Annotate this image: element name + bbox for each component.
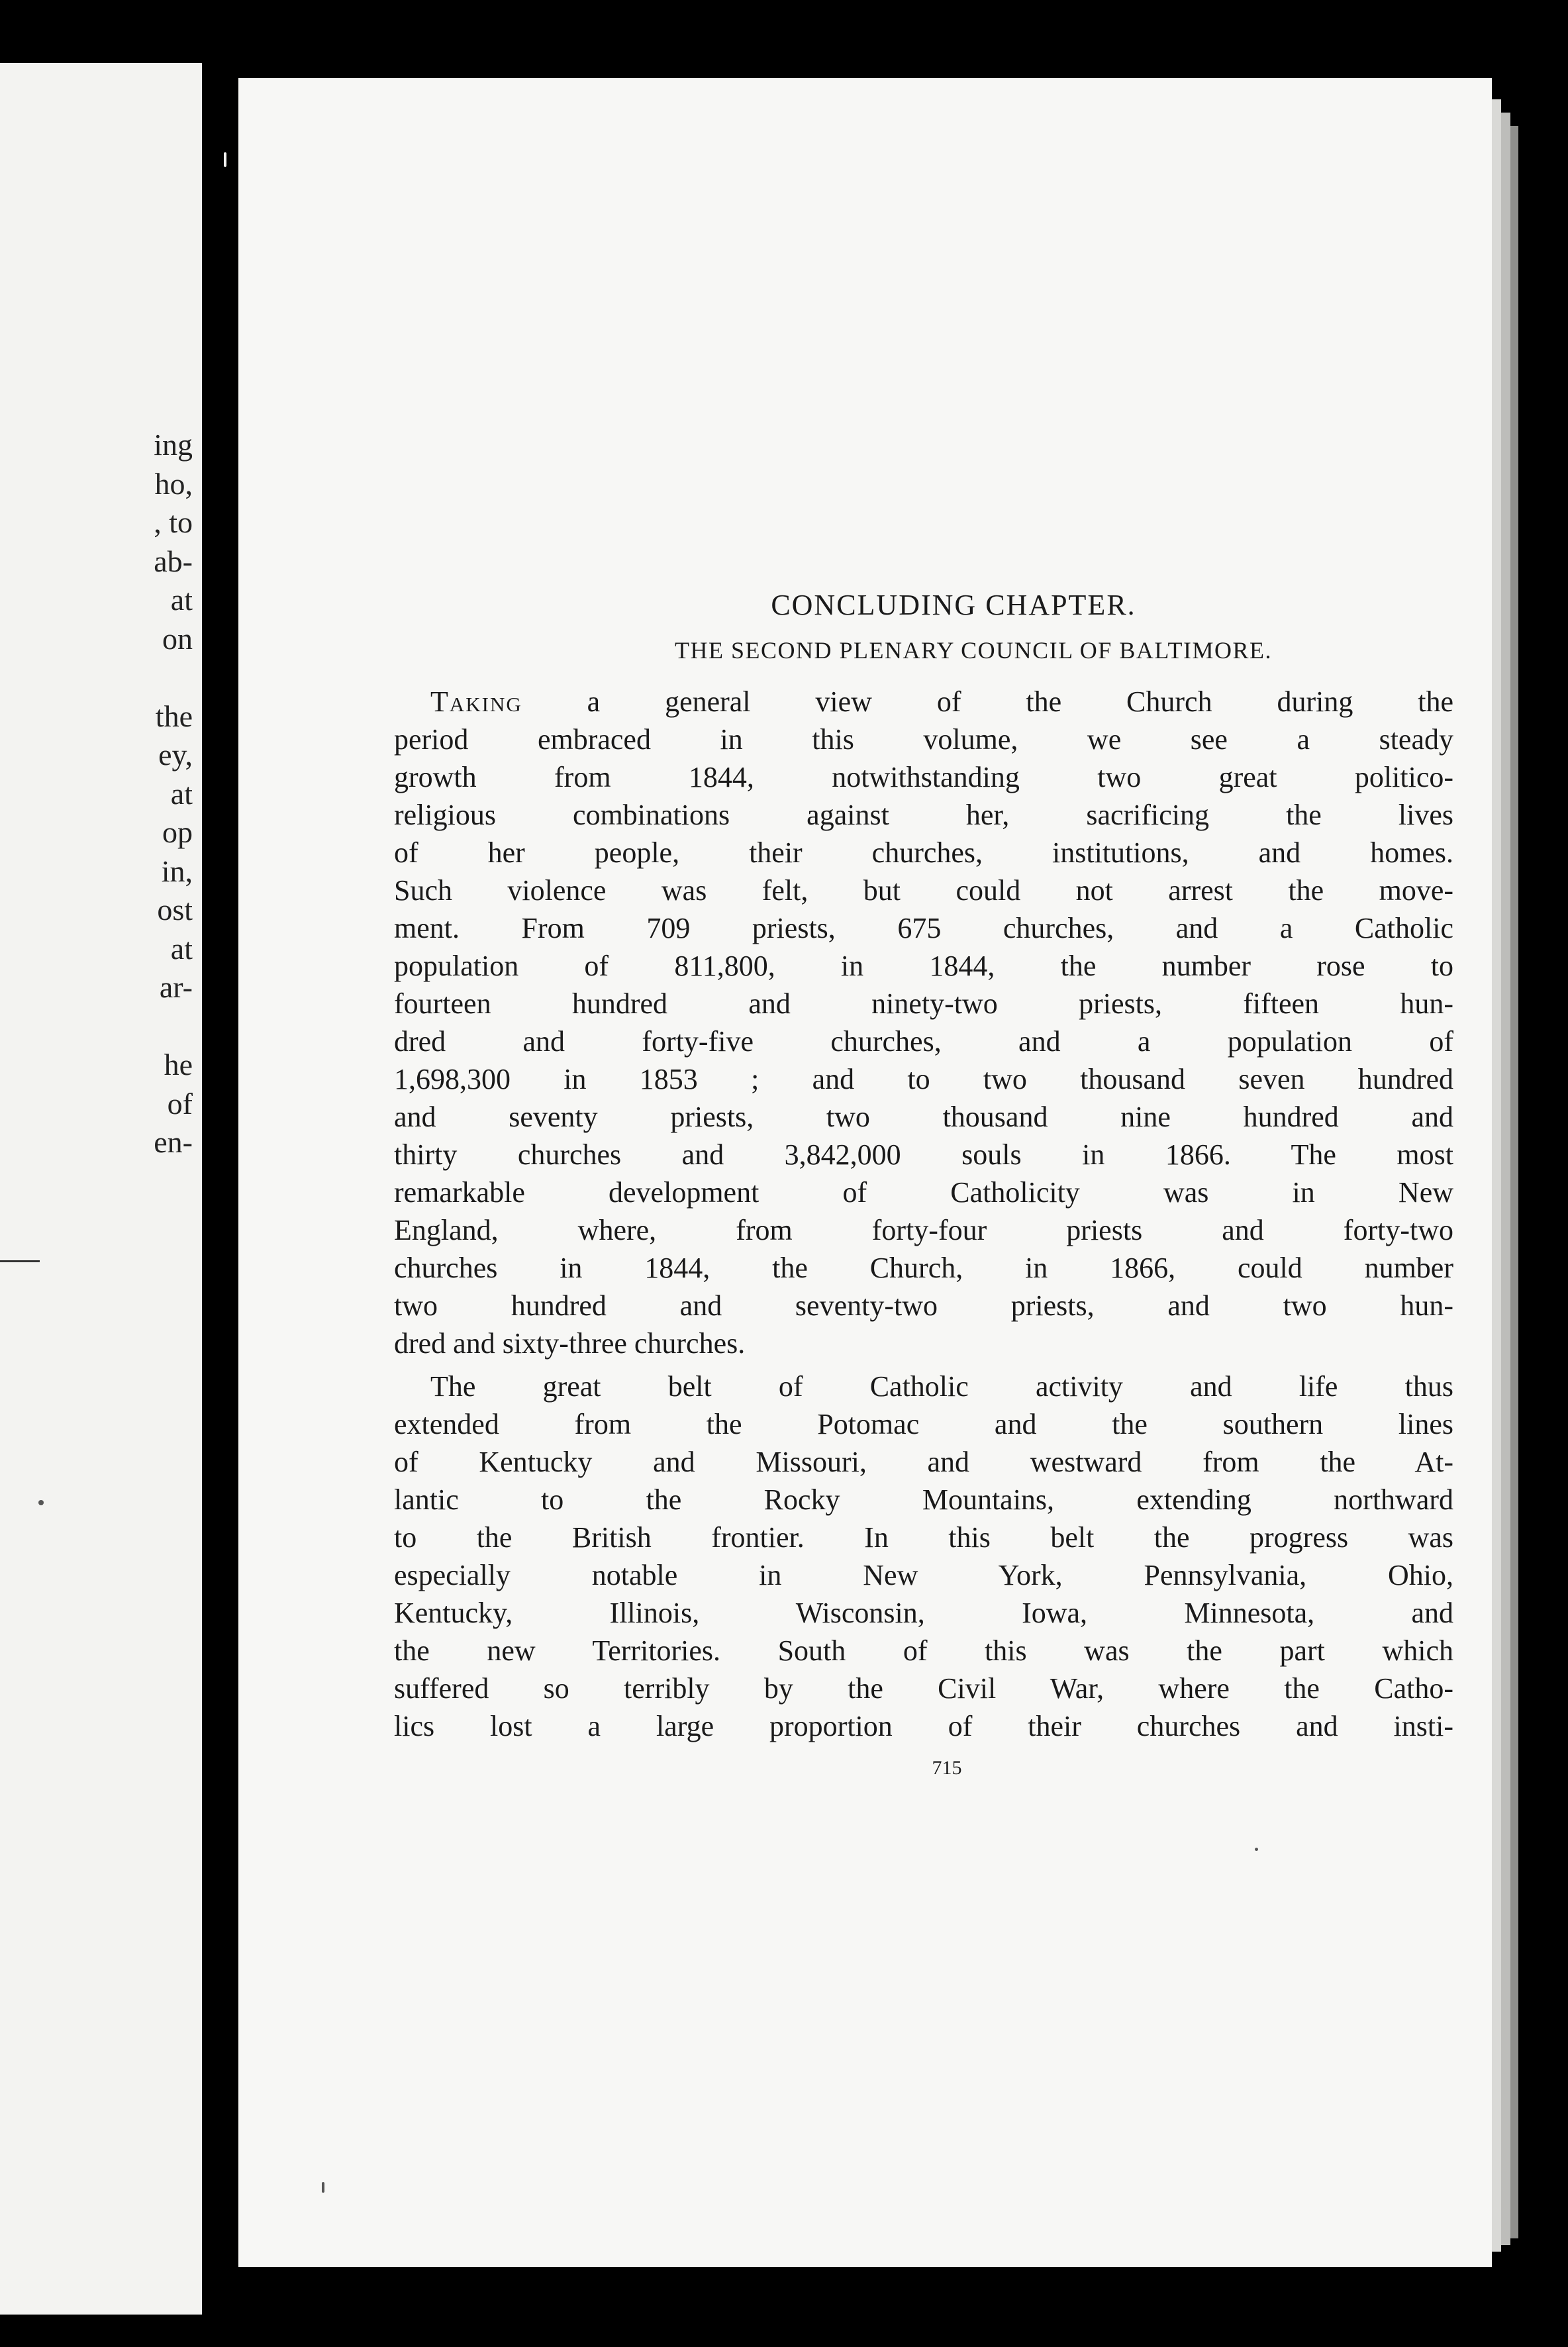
fragment: at [170, 583, 193, 617]
text-line: extended from the Potomac and the southern lines [394, 1408, 1453, 1440]
text-line: Taking a general view of the Church during the [430, 685, 1453, 718]
text-line: of her people, their churches, institutions, and homes. [394, 836, 1453, 869]
fragment: he [164, 1048, 193, 1081]
scan-speck [38, 1500, 44, 1505]
fragment: ho, [154, 466, 193, 501]
text-line: lics lost a large proportion of their churches and insti- [394, 1710, 1453, 1742]
fragment: on [162, 621, 193, 656]
fragment: the [155, 699, 193, 733]
text-line: dred and forty-five churches, and a population of [394, 1025, 1453, 1058]
text-line: of Kentucky and Missouri, and westward from the At- [394, 1446, 1453, 1478]
text-line: period embraced in this volume, we see a steady [394, 723, 1453, 756]
text-line: thirty churches and 3,842,000 souls in 1866. The most [394, 1138, 1453, 1171]
text-line: especially notable in New York, Pennsylvania, Ohio, [394, 1559, 1453, 1591]
text-line: the new Territories. South of this was the part which [394, 1634, 1453, 1667]
text-line: religious combinations against her, sacrificing the lives [394, 799, 1453, 831]
page-number: 715 [932, 1757, 962, 1779]
text-line: England, where, from forty-four priests and forty-two [394, 1214, 1453, 1246]
fragment: ey, [158, 738, 193, 772]
lead-word: Taking [430, 685, 522, 718]
page-edge [1492, 99, 1501, 2252]
chapter-subtitle: THE SECOND PLENARY COUNCIL OF BALTIMORE. [674, 637, 1273, 664]
left-page-line-fragments [154, 426, 193, 1162]
fragment: at [170, 931, 193, 966]
scan-speck [322, 2182, 324, 2193]
text-line: lantic to the Rocky Mountains, extending northward [394, 1483, 1453, 1516]
fragment: , to [154, 505, 193, 539]
fragment-gap [154, 658, 193, 697]
text-line: population of 811,800, in 1844, the number rose to [394, 950, 1453, 982]
paragraph-2 [394, 1368, 1453, 1745]
text-line: churches in 1844, the Church, in 1866, could number [394, 1252, 1453, 1284]
right-page [238, 78, 1492, 2267]
text-line: fourteen hundred and ninety-two priests, fifteen hun- [394, 987, 1453, 1020]
page-edge [1510, 126, 1518, 2238]
text-line: The great belt of Catholic activity and life thus [430, 1370, 1453, 1403]
fragment: in, [161, 854, 193, 888]
scan-speck [1255, 1848, 1258, 1851]
text-line: growth from 1844, notwithstanding two great politico- [394, 761, 1453, 793]
text-line: to the British frontier. In this belt the progress was [394, 1521, 1453, 1554]
text-line: two hundred and seventy-two priests, and two hun- [394, 1289, 1453, 1322]
fragment: en- [154, 1125, 193, 1159]
fragment: ing [154, 428, 193, 462]
fragment: ost [157, 893, 193, 926]
text-line: 1,698,300 in 1853 ; and to two thousand seven hundred [394, 1063, 1453, 1095]
fragment: ab- [154, 544, 193, 578]
fragment: of [167, 1086, 193, 1121]
page-content [394, 588, 1453, 1779]
left-page [0, 63, 202, 2315]
text-line: dred and sixty-three churches. [394, 1327, 746, 1360]
text-line: Kentucky, Illinois, Wisconsin, Iowa, Minnesota, and [394, 1597, 1453, 1629]
fragment: op [162, 815, 193, 849]
fragment: ar- [159, 970, 193, 1004]
text-line: and seventy priests, two thousand nine hundred and [394, 1101, 1453, 1133]
left-page-rule [0, 1260, 40, 1262]
scan-speck [224, 152, 226, 167]
page-edge [1501, 113, 1510, 2245]
fragment: at [170, 776, 193, 811]
text-line: ment. From 709 priests, 675 churches, and a Catholic [394, 912, 1453, 944]
text-line: suffered so terribly by the Civil War, where the Catho- [394, 1672, 1453, 1705]
text-line: Such violence was felt, but could not arrest the move- [394, 874, 1453, 907]
fragment-gap [154, 1007, 193, 1046]
text-line: remarkable development of Catholicity was in New [394, 1176, 1453, 1209]
paragraph-1 [394, 683, 1453, 1362]
chapter-title: CONCLUDING CHAPTER. [771, 589, 1136, 621]
book-gutter [202, 0, 238, 2347]
